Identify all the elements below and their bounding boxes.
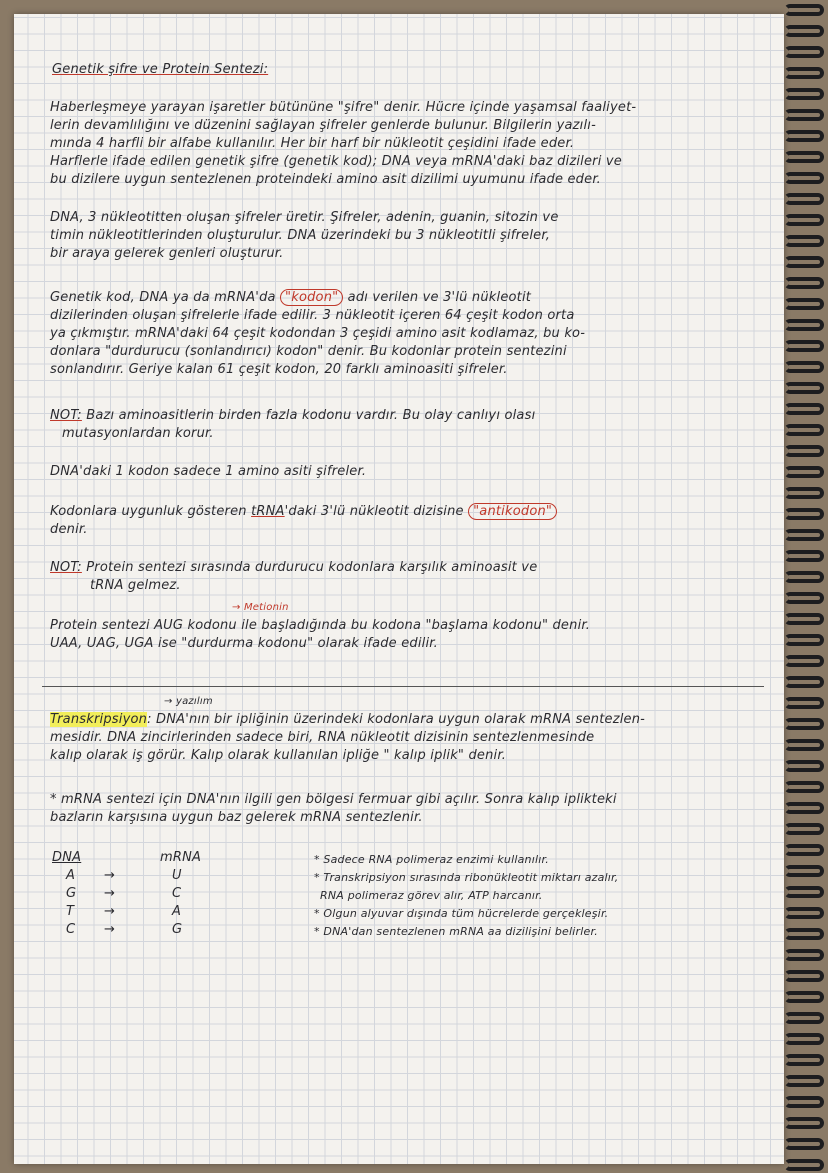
spiral-coil [784, 193, 824, 205]
spiral-coil [784, 424, 824, 436]
dna-codon-line: DNA'daki 1 kodon sadece 1 amino asiti şifreler. [50, 464, 367, 479]
spiral-coil [784, 130, 824, 142]
notebook-page [14, 14, 784, 1164]
spiral-coil [784, 256, 824, 268]
spiral-coil [784, 655, 824, 667]
spiral-coil [784, 781, 824, 793]
spiral-coil [784, 151, 824, 163]
paragraph1-line2: lerin devamlılığını ve düzenini sağlayan şifreler genlerde bulunur. Bilgilerin yazılı- [50, 118, 596, 133]
spiral-coil [784, 487, 824, 499]
note2-text: Protein sentezi sırasında durdurucu kodonlara karşılık aminoasit ve [86, 560, 538, 575]
spiral-coil [784, 4, 824, 16]
antikodon-circled-word: "antikodon" [468, 503, 557, 520]
spiral-coil [784, 550, 824, 562]
spiral-coil [784, 1096, 824, 1108]
paragraph3-line5: sonlandırır. Geriye kalan 61 çeşit kodon, 20 farklı aminoasiti şifreler. [50, 362, 508, 377]
spiral-coil [784, 1033, 824, 1045]
paragraph3-line2: dizilerinden oluşan şifrelerle ifade edilir. 3 nükleotit içeren 64 çeşit kodon orta [50, 308, 575, 323]
spiral-coil [784, 382, 824, 394]
bullet-4: * DNA'dan sentezlenen mRNA aa dizilişini belirler. [314, 925, 598, 938]
dna-base: C [66, 922, 76, 937]
spiral-coil [784, 1117, 824, 1129]
mrna-base: C [172, 886, 182, 901]
spiral-coil [784, 571, 824, 583]
note2-line2: tRNA gelmez. [90, 578, 181, 593]
pair-arrow-icon: → [104, 868, 116, 883]
yazilim-annotation [164, 694, 213, 711]
trna-word: tRNA [251, 504, 285, 519]
spiral-coil [784, 298, 824, 310]
dna-base: A [66, 868, 76, 883]
kodon-circled-word: "kodon" [280, 289, 343, 306]
dna-header: DNA [52, 850, 82, 865]
spiral-coil [784, 109, 824, 121]
annotation-arrow-icon: → [164, 696, 173, 707]
paragraph1-line4: Harflerle ifade edilen genetik şifre (genetik kod); DNA veya mRNA'daki baz dizileri ve [50, 154, 622, 169]
mrna-base: A [172, 904, 182, 919]
mrna-synthesis-line1: * mRNA sentezi için DNA'nın ilgili gen bölgesi fermuar gibi açılır. Sonra kalıp iplikteki [50, 792, 617, 807]
mrna-base: G [172, 922, 183, 937]
paragraph3-line3: ya çıkmıştır. mRNA'daki 64 çeşit kodondan 3 çeşidi amino asit kodlamaz, bu ko- [50, 326, 586, 341]
paragraph2-line3: bir araya gelerek genleri oluşturur. [50, 246, 284, 261]
note2-line1 [50, 560, 537, 577]
start-codon-line2: UAA, UAG, UGA ise "durdurma kodonu" olarak ifade edilir. [50, 636, 438, 651]
bullet-3: * Olgun alyuvar dışında tüm hücrelerde gerçekleşir. [314, 907, 609, 920]
spiral-coil [784, 1138, 824, 1150]
transcription-line3: kalıp olarak iş görür. Kalıp olarak kullanılan ipliğe " kalıp iplik" denir. [50, 748, 507, 763]
spiral-coil [784, 865, 824, 877]
section-divider [42, 686, 764, 687]
spiral-coil [784, 676, 824, 688]
bullet-2: * Transkripsiyon sırasında ribonükleotit miktarı azalır, [314, 871, 619, 884]
spiral-coil [784, 361, 824, 373]
transcription-text: : DNA'nın bir ipliğinin üzerindeki kodonlara uygun olarak mRNA sentezlen- [147, 712, 646, 727]
spiral-coil [784, 697, 824, 709]
page-title: Genetik şifre ve Protein Sentezi: [52, 62, 269, 77]
note1-line1 [50, 408, 535, 425]
spiral-coil [784, 802, 824, 814]
transcription-line1 [50, 712, 645, 729]
paragraph1-line1: Haberleşmeye yarayan işaretler bütününe "şifre" denir. Hücre içinde yaşamsal faaliyet- [50, 100, 637, 115]
spiral-coil [784, 718, 824, 730]
paragraph3-line1 [50, 290, 531, 307]
spiral-coil [784, 739, 824, 751]
spiral-coil [784, 25, 824, 37]
metionin-annotation [232, 600, 289, 617]
transcription-line2: mesidir. DNA zincirlerinden sadece biri, RNA nükleotit dizisinin sentezlenmesinde [50, 730, 595, 745]
spiral-coil [784, 592, 824, 604]
spiral-coil [784, 172, 824, 184]
spiral-coil [784, 907, 824, 919]
paragraph2-line2: timin nükleotitlerinden oluşturulur. DNA üzerindeki bu 3 nükleotitli şifreler, [50, 228, 551, 243]
spiral-coil [784, 1075, 824, 1087]
mrna-header: mRNA [160, 850, 202, 865]
spiral-coil [784, 46, 824, 58]
anticodon-pre: Kodonlara uygunluk gösteren [50, 504, 247, 519]
bullet-2-cont: RNA polimeraz görev alır, ATP harcanır. [320, 889, 543, 902]
spiral-coil [784, 760, 824, 772]
spiral-coil [784, 1054, 824, 1066]
spiral-coil [784, 235, 824, 247]
paragraph3-line4: donlara "durdurucu (sonlandırıcı) kodon" denir. Bu kodonlar protein sentezini [50, 344, 567, 359]
bullet-1: * Sadece RNA polimeraz enzimi kullanılır. [314, 853, 549, 866]
spiral-coil [784, 613, 824, 625]
spiral-coil [784, 67, 824, 79]
spiral-coil [784, 928, 824, 940]
spiral-coil [784, 508, 824, 520]
note1-label: NOT: [50, 408, 82, 423]
spiral-coil [784, 88, 824, 100]
paragraph1-line3: mında 4 harfli bir alfabe kullanılır. Her bir harf bir nükleotit çeşidini ifade eder. [50, 136, 575, 151]
dna-base: G [66, 886, 77, 901]
spiral-coil [784, 949, 824, 961]
spiral-coil [784, 634, 824, 646]
spiral-coil [784, 970, 824, 982]
dna-base: T [66, 904, 75, 919]
spiral-coil [784, 529, 824, 541]
spiral-coil [784, 214, 824, 226]
notebook-spiral-binding [784, 0, 828, 1173]
mrna-synthesis-line2: bazların karşısına uygun baz gelerek mRNA sentezlenir. [50, 810, 423, 825]
pair-arrow-icon: → [104, 922, 116, 937]
note1-text: Bazı aminoasitlerin birden fazla kodonu vardır. Bu olay canlıyı olası [86, 408, 536, 423]
spiral-coil [784, 466, 824, 478]
mrna-base: U [172, 868, 182, 883]
spiral-coil [784, 445, 824, 457]
spiral-coil [784, 403, 824, 415]
spiral-coil [784, 844, 824, 856]
spiral-coil [784, 991, 824, 1003]
anticodon-mid: 'daki 3'lü nükleotit dizisine [284, 504, 464, 519]
spiral-coil [784, 1159, 824, 1171]
anticodon-line1 [50, 504, 557, 521]
paragraph2-line1: DNA, 3 nükleotitten oluşan şifreler üretir. Şifreler, adenin, guanin, sitozin ve [50, 210, 559, 225]
spiral-coil [784, 823, 824, 835]
note2-label: NOT: [50, 560, 82, 575]
spiral-coil [784, 1012, 824, 1024]
paragraph1-line5: bu dizilere uygun sentezlenen proteindeki amino asit dizilimi uyumunu ifade eder. [50, 172, 602, 187]
note1-line2: mutasyonlardan korur. [62, 426, 214, 441]
spiral-coil [784, 340, 824, 352]
pair-arrow-icon: → [104, 886, 116, 901]
spiral-coil [784, 319, 824, 331]
transcription-term: Transkripsiyon [50, 712, 148, 727]
paragraph3-line1-pre: Genetik kod, DNA ya da mRNA'da [50, 290, 276, 305]
yazilim-label: yazılım [175, 696, 213, 707]
anticodon-line2: denir. [50, 522, 88, 537]
metionin-label: Metionin [243, 602, 289, 613]
start-codon-line1: Protein sentezi AUG kodonu ile başladığında bu kodona "başlama kodonu" denir. [50, 618, 591, 633]
spiral-coil [784, 886, 824, 898]
annotation-arrow-icon: → [232, 602, 241, 613]
pair-arrow-icon: → [104, 904, 116, 919]
paragraph3-line1-post: adı verilen ve 3'lü nükleotit [347, 290, 532, 305]
spiral-coil [784, 277, 824, 289]
